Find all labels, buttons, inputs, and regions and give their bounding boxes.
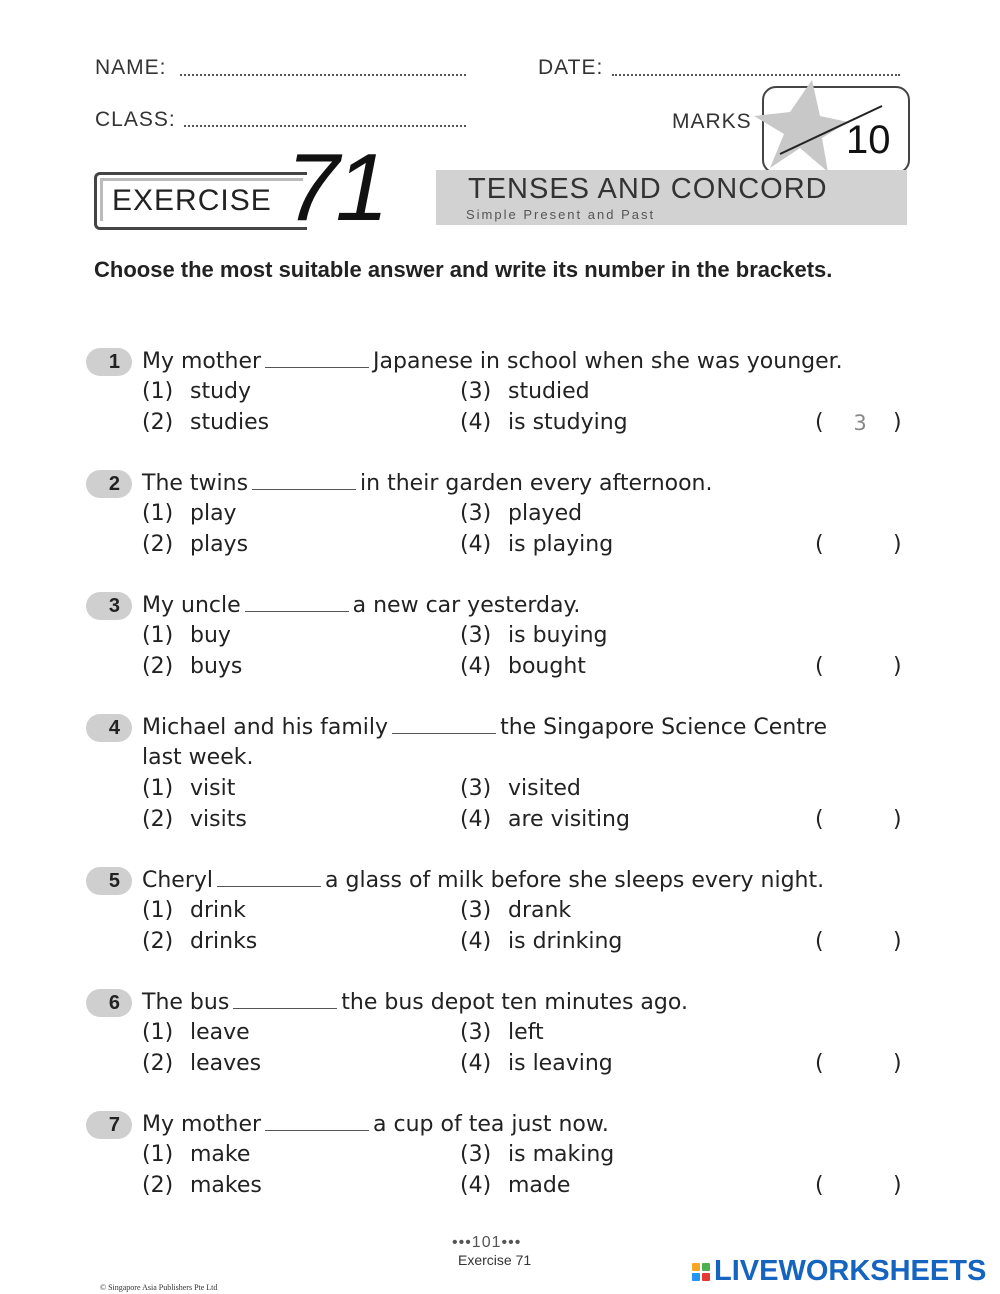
bracket-open: ( <box>815 1173 824 1198</box>
answer-blank <box>245 591 349 612</box>
option-2 <box>142 651 242 682</box>
name-input[interactable] <box>184 50 468 78</box>
question-text-before: Michael and his family <box>142 715 389 740</box>
option-2 <box>142 804 247 835</box>
option-number: (4) <box>460 654 492 679</box>
answer-input[interactable] <box>828 530 892 560</box>
option-3 <box>460 376 590 407</box>
class-label: CLASS: <box>95 108 176 131</box>
answer-blank <box>217 866 321 887</box>
option-2 <box>142 529 248 560</box>
question-number-badge: 7 <box>86 1111 132 1139</box>
option-text: are visiting <box>508 807 630 832</box>
exercise-number: 71 <box>286 134 385 241</box>
option-number: (3) <box>460 379 492 404</box>
question-text-after: in their garden every afternoon. <box>360 471 713 496</box>
option-text: is leaving <box>508 1051 613 1076</box>
question-text-after: the bus depot ten minutes ago. <box>341 990 688 1015</box>
exercise-footer-label: Exercise 71 <box>458 1252 532 1268</box>
option-text: plays <box>190 532 249 557</box>
liveworksheets-logo[interactable] <box>692 1255 986 1288</box>
option-3 <box>460 1017 544 1048</box>
option-text: is making <box>508 1142 615 1167</box>
question-number-badge: 2 <box>86 470 132 498</box>
option-1 <box>142 376 251 407</box>
option-1 <box>142 1139 250 1170</box>
option-4 <box>460 529 613 560</box>
option-text: is studying <box>508 410 628 435</box>
question-text-before: The twins <box>142 471 249 496</box>
question-text-before: The bus <box>142 990 230 1015</box>
instructions: Choose the most suitable answer and write its number in the brackets. <box>94 257 833 282</box>
question-text <box>142 590 912 621</box>
option-2 <box>142 926 257 957</box>
option-2 <box>142 407 269 438</box>
option-1 <box>142 895 246 926</box>
option-3 <box>460 498 582 529</box>
answer-input[interactable] <box>828 805 892 835</box>
question-number-badge: 6 <box>86 989 132 1017</box>
option-4 <box>460 407 628 438</box>
topic-subtitle: Simple Present and Past <box>466 207 656 222</box>
answer-blank <box>252 469 356 490</box>
option-number: (2) <box>142 929 174 954</box>
option-number: (4) <box>460 410 492 435</box>
option-number: (4) <box>460 1173 492 1198</box>
question-number-badge: 3 <box>86 592 132 620</box>
option-number: (1) <box>142 776 174 801</box>
option-number: (2) <box>142 654 174 679</box>
bracket-close: ) <box>893 654 902 679</box>
question-text-before: My uncle <box>142 593 241 618</box>
option-number: (2) <box>142 1173 174 1198</box>
option-text: leaves <box>190 1051 262 1076</box>
option-text: is buying <box>508 623 608 648</box>
option-number: (3) <box>460 776 492 801</box>
option-number: (1) <box>142 379 174 404</box>
option-1 <box>142 1017 250 1048</box>
question-number-badge: 5 <box>86 867 132 895</box>
option-number: (2) <box>142 1051 174 1076</box>
question-text-after: a glass of milk before she sleeps every night. <box>325 868 825 893</box>
option-number: (3) <box>460 501 492 526</box>
question-text <box>142 712 912 743</box>
topic-title: TENSES AND CONCORD <box>468 173 828 205</box>
option-text: drink <box>190 898 246 923</box>
bracket-open: ( <box>815 807 824 832</box>
option-number: (2) <box>142 532 174 557</box>
question-text <box>142 1109 912 1140</box>
answer-input[interactable] <box>828 1049 892 1079</box>
liveworksheets-logo-icon <box>692 1263 710 1281</box>
question-text <box>142 865 912 896</box>
option-3 <box>460 620 608 651</box>
option-text: study <box>190 379 252 404</box>
marks-total: 10 <box>846 118 891 162</box>
option-3 <box>460 773 581 804</box>
option-number: (4) <box>460 807 492 832</box>
option-number: (1) <box>142 623 174 648</box>
bracket-close: ) <box>893 532 902 557</box>
bracket-close: ) <box>893 1051 902 1076</box>
option-text: is playing <box>508 532 614 557</box>
option-4 <box>460 1048 613 1079</box>
marks-label: MARKS <box>672 110 752 133</box>
answer-blank <box>265 347 369 368</box>
option-4 <box>460 651 586 682</box>
option-text: make <box>190 1142 251 1167</box>
option-number: (2) <box>142 410 174 435</box>
option-4 <box>460 1170 570 1201</box>
bracket-open: ( <box>815 1051 824 1076</box>
option-text: leave <box>190 1020 250 1045</box>
option-text: left <box>508 1020 544 1045</box>
option-number: (1) <box>142 1020 174 1045</box>
brand-name: LIVEWORKSHEETS <box>714 1255 987 1287</box>
question-text-before: My mother <box>142 1112 262 1137</box>
option-number: (1) <box>142 1142 174 1167</box>
copyright: © Singapore Asia Publishers Pte Ltd <box>100 1283 218 1292</box>
option-text: studies <box>190 410 270 435</box>
option-number: (2) <box>142 807 174 832</box>
question-text-line-2: last week. <box>142 745 254 770</box>
question-text-after: Japanese in school when she was younger. <box>373 349 843 374</box>
answer-input[interactable] <box>828 927 892 957</box>
option-text: made <box>508 1173 571 1198</box>
question-text-after: a new car yesterday. <box>352 593 581 618</box>
option-text: buys <box>190 654 243 679</box>
class-input[interactable] <box>188 101 468 129</box>
name-label: NAME: <box>95 56 167 79</box>
answer-blank <box>265 1110 369 1131</box>
option-number: (3) <box>460 1020 492 1045</box>
option-text: makes <box>190 1173 262 1198</box>
date-input[interactable] <box>616 50 902 78</box>
option-number: (1) <box>142 501 174 526</box>
option-text: studied <box>508 379 590 404</box>
option-text: visited <box>508 776 581 801</box>
option-number: (3) <box>460 1142 492 1167</box>
answer-input[interactable] <box>828 652 892 682</box>
option-number: (4) <box>460 1051 492 1076</box>
option-text: visit <box>190 776 236 801</box>
bracket-close: ) <box>893 410 902 435</box>
question-text <box>142 987 912 1018</box>
option-text: drank <box>508 898 572 923</box>
option-text: is drinking <box>508 929 623 954</box>
question-text-after: the Singapore Science Centre <box>500 715 827 740</box>
question-text-after: a cup of tea just now. <box>373 1112 609 1137</box>
option-1 <box>142 620 231 651</box>
option-text: bought <box>508 654 586 679</box>
option-text: drinks <box>190 929 258 954</box>
question-number-badge: 4 <box>86 714 132 742</box>
question-number-badge: 1 <box>86 348 132 376</box>
question-text-before: Cheryl <box>142 868 214 893</box>
option-2 <box>142 1170 262 1201</box>
option-number: (4) <box>460 929 492 954</box>
bracket-open: ( <box>815 654 824 679</box>
answer-input[interactable] <box>828 408 892 438</box>
question-text <box>142 468 912 499</box>
answer-input[interactable] <box>828 1171 892 1201</box>
bracket-close: ) <box>893 929 902 954</box>
question-text <box>142 346 912 377</box>
option-number: (3) <box>460 623 492 648</box>
option-4 <box>460 926 622 957</box>
option-text: buy <box>190 623 231 648</box>
bracket-open: ( <box>815 410 824 435</box>
bracket-close: ) <box>893 807 902 832</box>
option-3 <box>460 895 571 926</box>
option-text: visits <box>190 807 247 832</box>
page-number: •••101••• <box>452 1234 522 1251</box>
date-label: DATE: <box>538 56 604 79</box>
option-number: (1) <box>142 898 174 923</box>
option-4 <box>460 804 630 835</box>
question-text-before: My mother <box>142 349 262 374</box>
option-3 <box>460 1139 614 1170</box>
bracket-close: ) <box>893 1173 902 1198</box>
option-1 <box>142 498 237 529</box>
option-number: (3) <box>460 898 492 923</box>
option-number: (4) <box>460 532 492 557</box>
bracket-open: ( <box>815 929 824 954</box>
option-2 <box>142 1048 261 1079</box>
option-text: played <box>508 501 583 526</box>
bracket-open: ( <box>815 532 824 557</box>
option-text: play <box>190 501 237 526</box>
answer-blank <box>233 988 337 1009</box>
answer-blank <box>392 713 496 734</box>
exercise-word: EXERCISE <box>112 184 272 217</box>
option-1 <box>142 773 235 804</box>
